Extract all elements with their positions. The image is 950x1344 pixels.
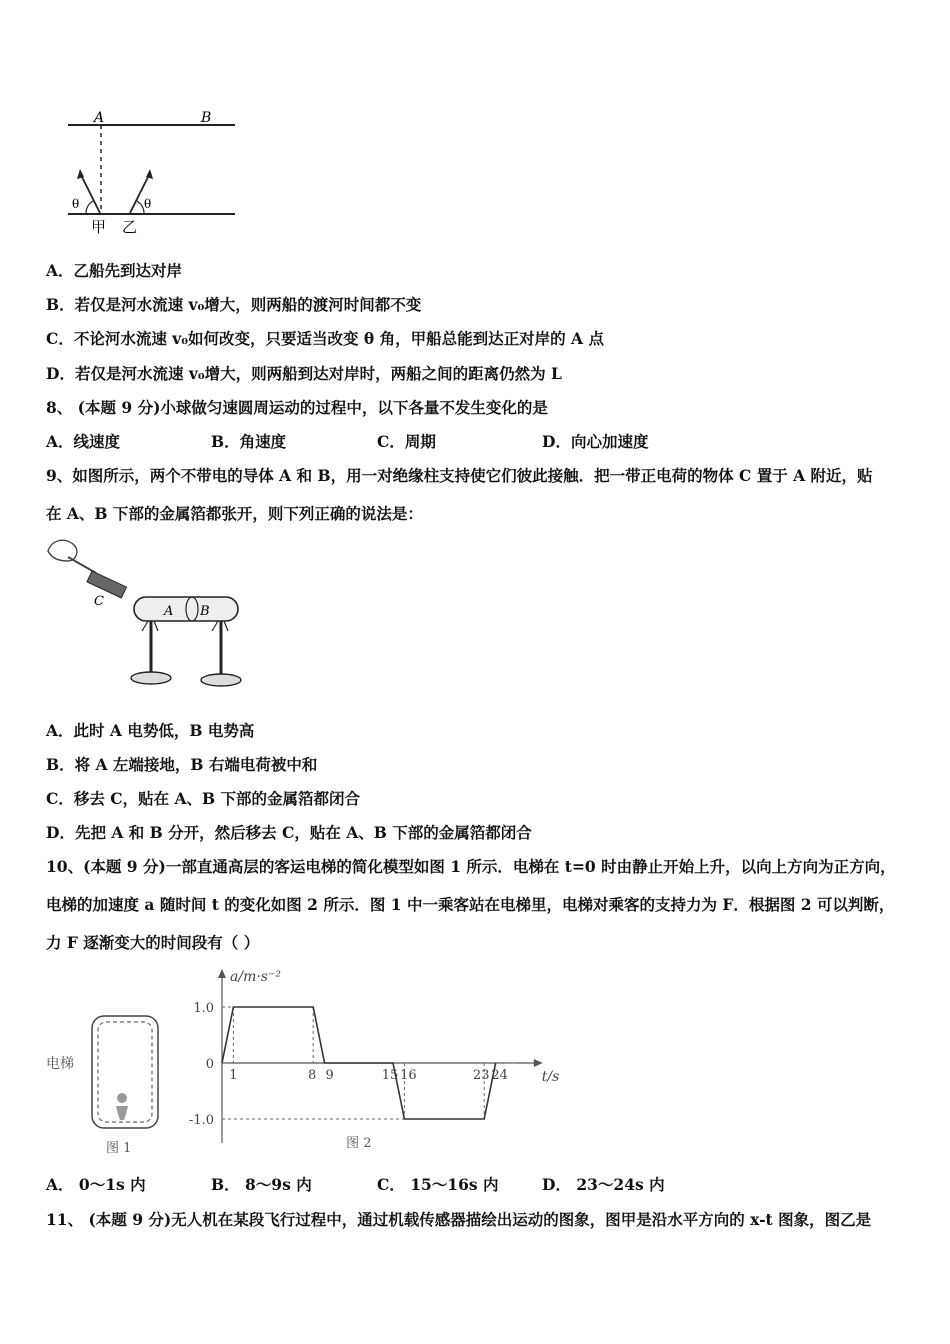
passenger-body <box>116 1106 128 1120</box>
hand-shape <box>48 540 77 561</box>
q10-stem-line3: 力 F 逐渐变大的时间段有（ ） <box>46 933 260 952</box>
y-axis-label: a/m·s⁻² <box>230 969 281 985</box>
x-tick-label: 24 <box>491 1068 508 1083</box>
q7-option-c: C．不论河水流速 v₀如何改变，只要适当改变 θ 角，甲船总能到达正对岸的 A 点 <box>46 329 604 348</box>
q10-stem-line2: 电梯的加速度 a 随时间 t 的变化如图 2 所示．图 1 中一乘客站在电梯里，电梯对乘客的支持力为 F．根据图 2 可以判断， <box>46 895 895 914</box>
label-b: B <box>201 110 212 126</box>
y-axis-arrowhead <box>218 969 226 978</box>
q9-stem-line2: 在 A、B 下部的金属箔都张开，则下列正确的说法是： <box>46 504 423 523</box>
x-tick-label: 1 <box>229 1068 238 1083</box>
q10-option-b: B． 8～9s 内 <box>211 1175 312 1194</box>
angle-arc-right <box>137 201 144 213</box>
q7-option-d: D．若仅是河水流速 v₀增大，则两船到达对岸时，两船之间的距离仍然为 L <box>46 364 562 383</box>
q8-option-b: B．角速度 <box>211 432 287 451</box>
acceleration-time-chart <box>185 965 565 1155</box>
theta-right: θ <box>144 197 152 211</box>
x-tick-label: 23 <box>472 1068 490 1083</box>
boat-yi-label: 乙 <box>122 218 138 236</box>
q9-option-b: B．将 A 左端接地，B 右端电荷被中和 <box>46 755 318 774</box>
q10-option-c: C． 15～16s 内 <box>377 1175 499 1194</box>
charged-rod-c <box>87 571 127 598</box>
label-a: A <box>94 110 105 126</box>
y-tick-label: -1.0 <box>188 1113 214 1128</box>
angle-arc-left <box>86 201 93 213</box>
left-base <box>131 672 171 684</box>
q7-option-b: B．若仅是河水流速 v₀增大，则两船的渡河时间都不变 <box>46 295 422 314</box>
boat-jia-label: 甲 <box>91 218 107 236</box>
y-tick-label: 0 <box>205 1057 214 1072</box>
x-tick-label: 15 <box>381 1068 399 1083</box>
q9-stem-line1: 9、如图所示，两个不带电的导体 A 和 B，用一对绝缘柱支持使它们彼此接触．把一带正电荷的物体 C 置于 A 附近，贴 <box>46 466 873 485</box>
x-tick-label: 9 <box>325 1068 334 1083</box>
q10-option-a: A． 0～1s 内 <box>46 1175 146 1194</box>
label-c: C <box>94 594 104 609</box>
q9-option-a: A．此时 A 电势低，B 电势高 <box>46 721 255 740</box>
q7-option-a: A．乙船先到达对岸 <box>46 261 183 280</box>
boat-jia-velocity-arrow <box>80 173 100 213</box>
q10-option-d: D． 23～24s 内 <box>542 1175 665 1194</box>
label-a-conductor: A <box>164 604 174 619</box>
x-axis-label: t/s <box>541 1069 560 1085</box>
passenger-head <box>117 1093 127 1103</box>
x-tick-label: 8 <box>308 1068 317 1083</box>
q8-stem: 8、 (本题 9 分)小球做匀速圆周运动的过程中，以下各量不发生变化的是 <box>46 398 548 417</box>
river-crossing-figure <box>60 105 250 240</box>
fig1-caption: 图 1 <box>106 1141 132 1156</box>
y-tick-label: 1.0 <box>193 1001 214 1016</box>
elevator-side-label: 电梯 <box>46 1056 74 1072</box>
q10-stem-line1: 10、(本题 9 分)一部直通高层的客运电梯的简化模型如图 1 所示．电梯在 t=0 时由静止开始上升，以向上方向为正方向， <box>46 857 896 876</box>
q8-option-d: D．向心加速度 <box>542 432 649 451</box>
fig2-caption: 图 2 <box>346 1136 372 1151</box>
q8-option-a: A．线速度 <box>46 432 121 451</box>
q9-option-c: C．移去 C，贴在 A、B 下部的金属箔都闭合 <box>46 789 360 808</box>
elevator-figure <box>44 1010 169 1160</box>
q9-option-d: D．先把 A 和 B 分开，然后移去 C，贴在 A、B 下部的金属箔都闭合 <box>46 823 532 842</box>
q8-option-c: C．周期 <box>377 432 436 451</box>
x-tick-label: 16 <box>400 1068 417 1083</box>
q11-stem-line1: 11、 (本题 9 分)无人机在某段飞行过程中，通过机载传感器描绘出运动的图象，图甲是沿水平方向的 x-t 图象，图乙是 <box>46 1210 872 1229</box>
right-base <box>201 674 241 686</box>
x-axis-arrowhead <box>534 1059 543 1067</box>
conductor-figure <box>44 535 254 695</box>
theta-left: θ <box>72 197 80 211</box>
label-b-conductor: B <box>200 604 210 619</box>
